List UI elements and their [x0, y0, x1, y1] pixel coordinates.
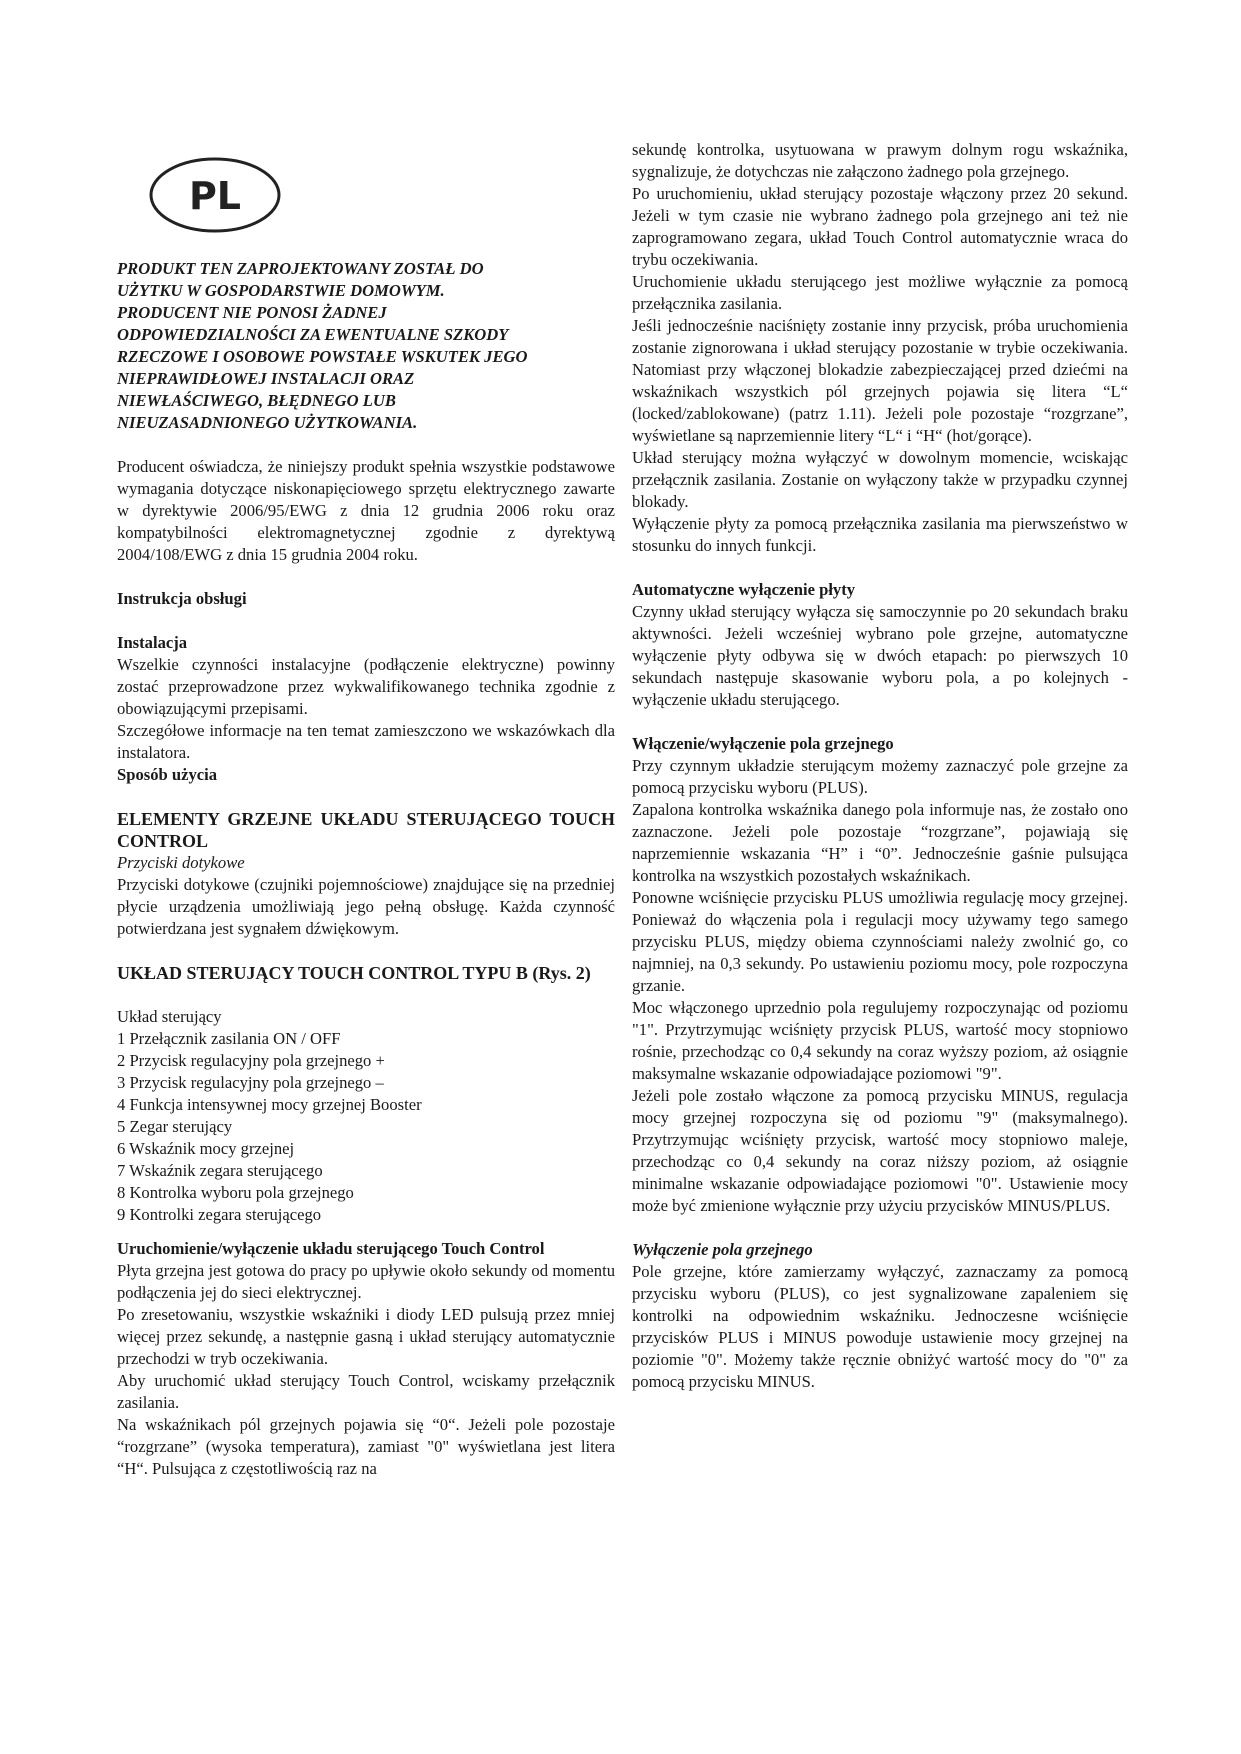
field-onoff-text-4: Moc włączonego uprzednio pola regulujemy rozpoczynając od poziomu "1". Przytrzymując wciśnięty przycisk PLUS, wartość mocy stopniowo rośnie, przechodząc co 0,4 sekundy na coraz wyższy poziom, aż osiągnie maksymalne wskazanie odpowiadające poziomowi "9". [632, 998, 1128, 1083]
pl-oval-icon [147, 155, 283, 235]
list-item: 9 Kontrolki zegara sterującego [117, 1205, 322, 1224]
logo-text: PL [188, 174, 242, 218]
right-column [632, 139, 1128, 1393]
warning-line: NIEUZASADNIONEGO UŻYTKOWANIA. [117, 413, 418, 432]
declaration-text: Producent oświadcza, że niniejszy produkt spełnia wszystkie podstawowe wymagania dotyczące niskonapięciowego sprzętu elektrycznego zawarte w dyrektywie 2006/95/EWG z dnia 12 grudnia 2006 roku oraz kompatybilności elektromagnetycznej zgodnie z dyrektywą 2004/108/EWG z dnia 15 grudnia 2004 roku. [117, 457, 615, 564]
onoff-title: Uruchomienie/wyłączenie układu sterującego Touch Control [117, 1239, 545, 1258]
warning-block [117, 258, 615, 434]
installation-text-2: Szczegółowe informacje na ten temat zamieszczono we wskazówkach dla instalatora. [117, 721, 615, 762]
installation-text-1: Wszelkie czynności instalacyjne (podłączenie elektryczne) powinny zostać przeprowadzone przez wykwalifikowanego technika zgodnie z obowiązującymi przepisami. [117, 655, 615, 718]
elements-subtitle: Przyciski dotykowe [117, 853, 245, 872]
field-onoff-text-5: Jeżeli pole zostało włączone za pomocą przycisku MINUS, regulacja mocy grzejnej rozpoczyna się od poziomu "9" (maksymalnego). Przytrzymując wciśnięty przycisk, wartość mocy stopniowo maleje, przechodząc co 0,4 sekundy na coraz niższy poziom, aż osiągnie minimalne wskazanie odpowiadające poziomowi "0". Ustawienie mocy może być zmienione wyłącznie przy użyciu przycisków MINUS/PLUS. [632, 1086, 1128, 1215]
onoff-text-3: Aby uruchomić układ sterujący Touch Control, wciskamy przełącznik zasilania. [117, 1371, 615, 1412]
field-off-text: Pole grzejne, które zamierzamy wyłączyć, zaznaczamy za pomocą przycisku wyboru (PLUS), co jest sygnalizowane zapaleniem się kontrolki na odpowiednim wskaźniku. Jednoczesne wciśnięcie przycisków PLUS i MINUS powoduje ustawienie mocy grzejnej na poziomie "0". Możemy także ręcznie obniżyć wartość mocy do "0" za pomocą przycisku MINUS. [632, 1262, 1128, 1391]
list-item: 4 Funkcja intensywnej mocy grzejnej Booster [117, 1095, 422, 1114]
right-text-1: sekundę kontrolka, usytuowana w prawym dolnym rogu wskaźnika, sygnalizuje, że dotychczas nie załączono żadnego pola grzejnego. [632, 140, 1128, 181]
onoff-text-4: Na wskaźnikach pól grzejnych pojawia się “0“. Jeżeli pole pozostaje “rozgrzane” (wysoka temperatura), zamiast "0" wyświetlana jest litera “H“. Pulsująca z częstotliwością raz na [117, 1415, 615, 1478]
left-column [117, 258, 615, 1480]
right-text-6: Wyłączenie płyty za pomocą przełącznika zasilania ma pierwszeństwo w stosunku do innych funkcji. [632, 514, 1128, 555]
auto-off-text: Czynny układ sterujący wyłącza się samoczynnie po 20 sekundach braku aktywności. Jeżeli wcześniej wybrano pole grzejne, automatyczne wyłączenie płyty odbywa się w dwóch etapach: po pierwszych 10 sekundach następuje skasowanie wyboru pola, a po kolejnych - wyłączenie układu sterującego. [632, 602, 1128, 709]
warning-line: NIEWŁAŚCIWEGO, BŁĘDNEGO LUB [117, 391, 396, 410]
warning-line: RZECZOWE I OSOBOWE POWSTAŁE WSKUTEK JEGO [117, 347, 528, 366]
list-item: 8 Kontrolka wyboru pola grzejnego [117, 1183, 354, 1202]
field-onoff-text-1: Przy czynnym układzie sterującym możemy zaznaczyć pole grzejne za pomocą przycisku wyboru (PLUS). [632, 756, 1128, 797]
warning-line: UŻYTKU W GOSPODARSTWIE DOMOWYM. [117, 281, 445, 300]
field-onoff-text-3: Ponowne wciśnięcie przycisku PLUS umożliwia regulację mocy grzejnej. Ponieważ do włączenia pola i regulacji mocy używamy tego samego przycisku PLUS, między obiema czynnościami należy zwolnić go, co najmniej, na 0,3 sekundy. Po ustawieniu poziomu mocy, pole rozpoczyna grzanie. [632, 888, 1128, 995]
onoff-text-2: Po zresetowaniu, wszystkie wskaźniki i diody LED pulsują przez mniej więcej przez sekundę, a następnie gasną i układ sterujący automatycznie przechodzi w tryb oczekiwania. [117, 1305, 615, 1368]
elements-title: ELEMENTY GRZEJNE UKŁADU STERUJĄCEGO TOUCH CONTROL [117, 809, 615, 851]
list-item: 7 Wskaźnik zegara sterującego [117, 1161, 323, 1180]
control-list [117, 1028, 615, 1226]
list-item: 2 Przycisk regulacyjny pola grzejnego + [117, 1051, 385, 1070]
warning-line: NIEPRAWIDŁOWEJ INSTALACJI ORAZ [117, 369, 415, 388]
warning-line: PRODUKT TEN ZAPROJEKTOWANY ZOSTAŁ DO [117, 259, 484, 278]
list-item: 5 Zegar sterujący [117, 1117, 233, 1136]
right-text-2: Po uruchomieniu, układ sterujący pozostaje włączony przez 20 sekund. Jeżeli w tym czasie nie wybrano żadnego pola grzejnego ani też nie zaprogramowano zegara, układ Touch Control automatycznie wraca do trybu oczekiwania. [632, 184, 1128, 269]
field-off-title: Wyłączenie pola grzejnego [632, 1240, 813, 1259]
right-text-3: Uruchomienie układu sterującego jest możliwe wyłącznie za pomocą przełącznika zasilania. [632, 272, 1128, 313]
onoff-text-1: Płyta grzejna jest gotowa do pracy po upływie około sekundy od momentu podłączenia jej do sieci elektrycznej. [117, 1261, 615, 1302]
field-onoff-text-2: Zapalona kontrolka wskaźnika danego pola informuje nas, że zostało ono zaznaczone. Jeżeli pole pozostaje “rozgrzane”, pojawiają się naprzemiennie wskazania “H” i “0”. Jednocześnie gaśnie pulsująca kontrolka na wszystkich pozostałych wskaźnikach. [632, 800, 1128, 885]
usage-title: Sposób użycia [117, 765, 218, 784]
instructions-title: Instrukcja obsługi [117, 589, 247, 608]
field-onoff-title: Włączenie/wyłączenie pola grzejnego [632, 734, 894, 753]
elements-text: Przyciski dotykowe (czujniki pojemnościowe) znajdujące się na przedniej płycie urządzenia umożliwiają jego pełną obsługę. Każda czynność potwierdzana jest sygnałem dźwiękowym. [117, 875, 615, 938]
touch-b-title: UKŁAD STERUJĄCY TOUCH CONTROL TYPU B (Rys. 2) [117, 963, 591, 983]
warning-line: PRODUCENT NIE PONOSI ŻADNEJ [117, 303, 387, 322]
country-logo [147, 155, 283, 235]
list-item: 1 Przełącznik zasilania ON / OFF [117, 1029, 341, 1048]
list-item: 3 Przycisk regulacyjny pola grzejnego – [117, 1073, 384, 1092]
auto-off-title: Automatyczne wyłączenie płyty [632, 580, 856, 599]
warning-line: ODPOWIEDZIALNOŚCI ZA EWENTUALNE SZKODY [117, 325, 509, 344]
right-text-5: Układ sterujący można wyłączyć w dowolnym momencie, wciskając przełącznik zasilania. Zostanie on wyłączony także w przypadku czynnej blokady. [632, 448, 1128, 511]
control-list-title: Układ sterujący [117, 1007, 222, 1026]
right-text-4: Jeśli jednocześnie naciśnięty zostanie inny przycisk, próba uruchomienia zostanie zignorowana i układ sterujący pozostanie w trybie oczekiwania. Natomiast przy włączonej blokadzie zabezpieczającej przed dziećmi na wskaźnikach wszystkich pól grzejnych pojawia się litera “L“ (locked/zablokowane) (patrz 1.11). Jeżeli pole pozostaje “rozgrzane”, wyświetlane są naprzemiennie litery “L“ i “H“ (hot/gorące). [632, 316, 1128, 445]
installation-title: Instalacja [117, 633, 188, 652]
list-item: 6 Wskaźnik mocy grzejnej [117, 1139, 295, 1158]
